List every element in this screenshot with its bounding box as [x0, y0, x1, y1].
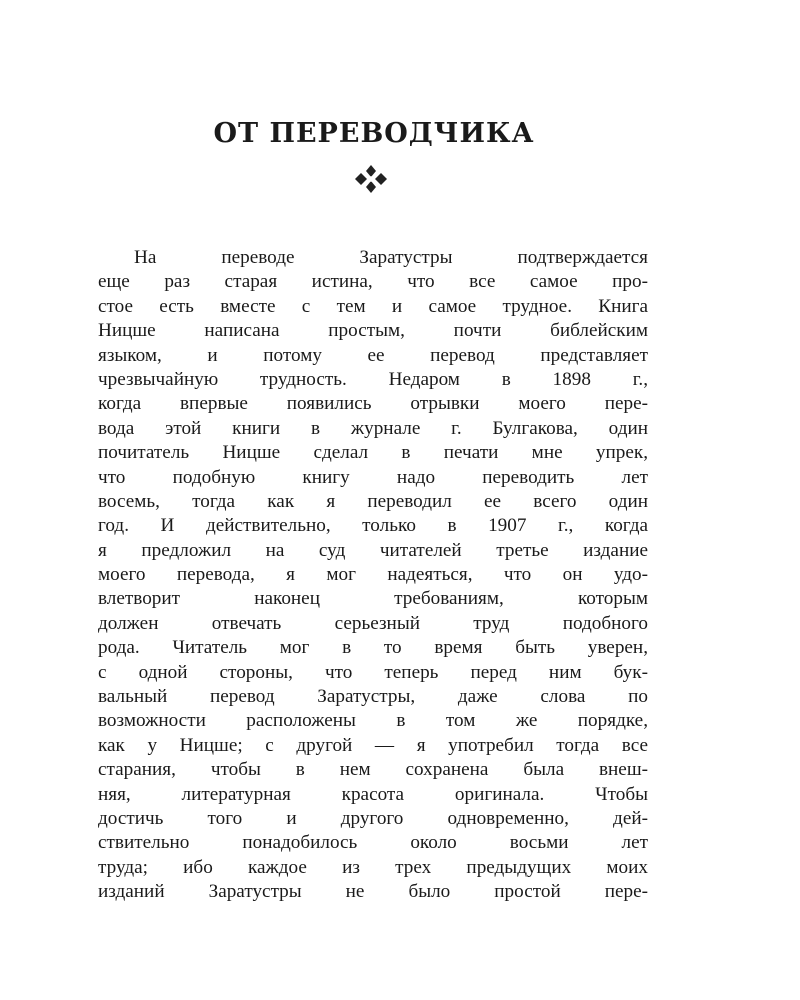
text-line: достичь того и другого одновременно, дей- — [98, 807, 648, 829]
text-line: должен отвечать серьезный труд подобного — [98, 612, 648, 634]
text-line: еще раз старая истина, что все самое про- — [98, 271, 648, 293]
text-line: как у Ницше; с другой — я употребил тогда все — [98, 734, 648, 756]
text-line: восемь, тогда как я переводил ее всего один — [98, 490, 648, 512]
text-line: вальный перевод Заратустры, даже слова по — [98, 686, 648, 708]
text-line: старания, чтобы в нем сохранена была внеш- — [98, 759, 648, 781]
text-line: ствительно понадобилось около восьми лет — [98, 832, 648, 854]
diamond-fleuron-icon — [353, 164, 389, 194]
chapter-title: ОТ ПЕРЕВОДЧИКА — [213, 118, 535, 149]
text-line: я предложил на суд читателей третье издание — [98, 539, 648, 561]
text-line: вода этой книги в журнале г. Булгакова, один — [98, 417, 648, 439]
text-line: моего перевода, я мог надеяться, что он удо- — [98, 564, 648, 586]
text-line: изданий Заратустры не было простой пере- — [98, 881, 648, 903]
text-line: рода. Читатель мог в то время быть уверен, — [98, 637, 648, 659]
text-line: На переводе Заратустры подтверждается — [134, 247, 648, 268]
body-text — [98, 246, 648, 905]
text-line: почитатель Ницше сделал в печати мне упрек, — [98, 442, 648, 464]
text-line: языком, и потому ее перевод представляет — [98, 344, 648, 366]
text-line: чрезвычайную трудность. Недаром в 1898 г., — [98, 368, 648, 390]
text-line: когда впервые появились отрывки моего пере- — [98, 393, 648, 415]
text-line: няя, литературная красота оригинала. Чтобы — [98, 783, 648, 805]
text-line: стое есть вместе с тем и самое трудное. Книга — [98, 295, 648, 317]
text-line: с одной стороны, что теперь перед ним бук- — [98, 661, 648, 683]
text-line: влетворит наконец требованиям, которым — [98, 588, 648, 610]
text-line: что подобную книгу надо переводить лет — [98, 466, 648, 488]
text-line: возможности расположены в том же порядке, — [98, 710, 648, 732]
text-line: Ницше написана простым, почти библейским — [98, 320, 648, 342]
text-line: год. И действительно, только в 1907 г., когда — [98, 515, 648, 537]
text-line: труда; ибо каждое из трех предыдущих моих — [98, 856, 648, 878]
